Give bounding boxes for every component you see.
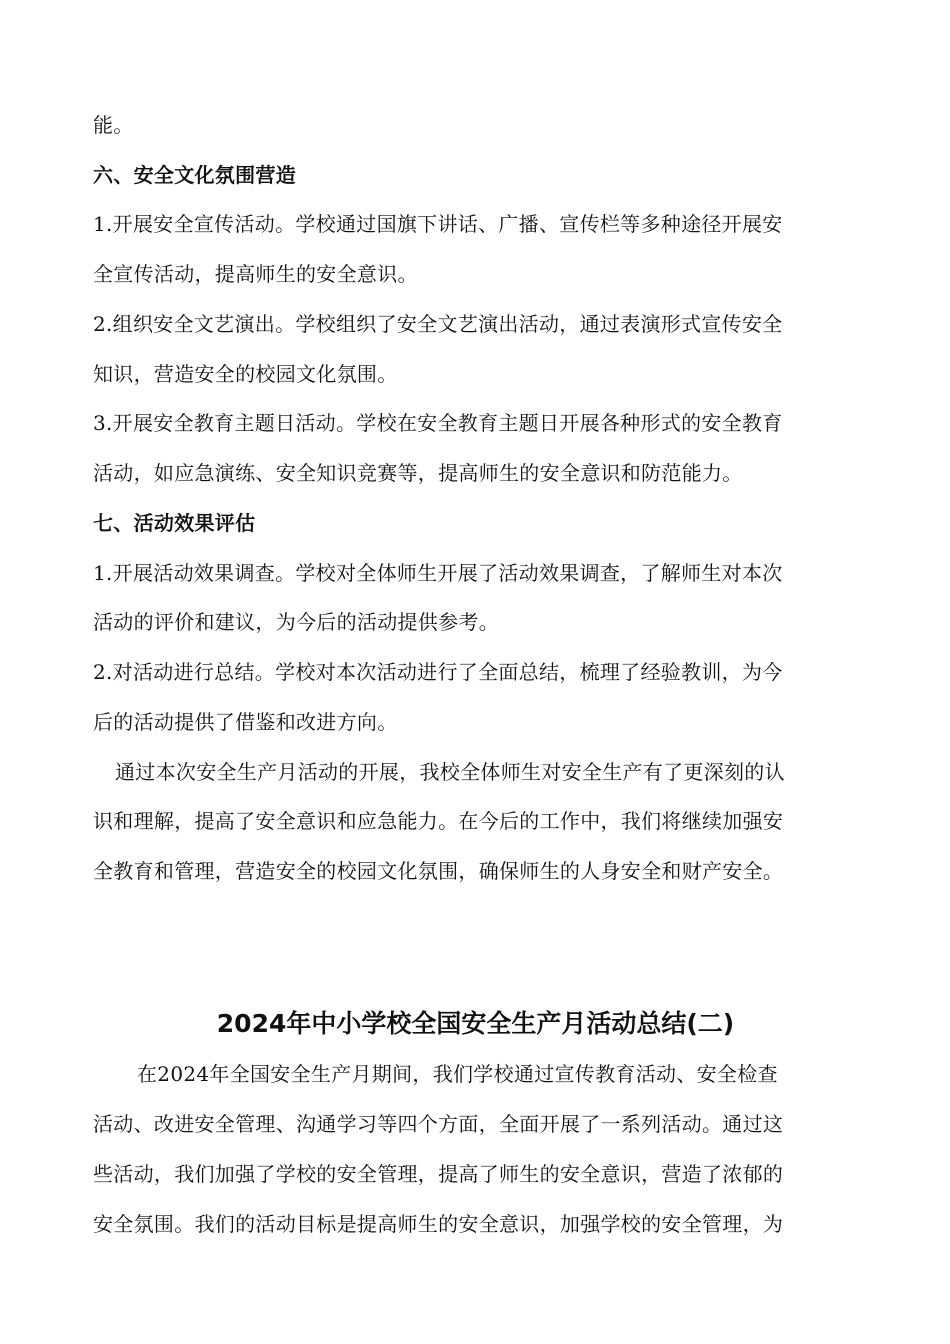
text-line: 1.开展安全宣传活动。学校通过国旗下讲话、广播、宣传栏等多种途径开展安 (93, 212, 783, 236)
text-line: 能。 (93, 113, 134, 137)
text-line: 些活动，我们加强了学校的安全管理，提高了师生的安全意识，营造了浓郁的 (93, 1162, 784, 1186)
text-line: 活动的评价和建议，为今后的活动提供参考。 (93, 610, 499, 634)
text-line: 3.开展安全教育主题日活动。学校在安全教育主题日开展各种形式的安全教育 (93, 411, 783, 435)
text-line: 2.对活动进行总结。学校对本次活动进行了全面总结，梳理了经验教训，为今 (93, 660, 783, 684)
text-line: 知识，营造安全的校园文化氛围。 (93, 362, 398, 386)
document-title: 2024年中小学校全国安全生产月活动总结(二) (216, 1009, 735, 1038)
text-line: 全教育和管理，营造安全的校园文化氛围，确保师生的人身安全和财产安全。 (93, 859, 784, 883)
section-heading: 七、活动效果评估 (93, 511, 256, 535)
text-line: 后的活动提供了借鉴和改进方向。 (93, 710, 398, 734)
text-line: 2.组织安全文艺演出。学校组织了安全文艺演出活动，通过表演形式宣传安全 (93, 312, 783, 336)
section-heading: 六、安全文化氛围营造 (93, 163, 296, 187)
text-line: 活动，如应急演练、安全知识竞赛等，提高师生的安全意识和防范能力。 (93, 461, 743, 485)
text-line: 1.开展活动效果调查。学校对全体师生开展了活动效果调查，了解师生对本次 (93, 561, 783, 585)
text-line: 识和理解，提高了安全意识和应急能力。在今后的工作中，我们将继续加强安 (93, 809, 784, 833)
text-line: 通过本次安全生产月活动的开展，我校全体师生对安全生产有了更深刻的认 (115, 760, 785, 784)
text-line: 安全氛围。我们的活动目标是提高师生的安全意识，加强学校的安全管理，为 (93, 1212, 784, 1236)
text-line: 全宣传活动，提高师生的安全意识。 (93, 262, 418, 286)
text-line: 在2024年全国安全生产月期间，我们学校通过宣传教育活动、安全检查 (137, 1062, 778, 1086)
text-line: 活动、改进安全管理、沟通学习等四个方面，全面开展了一系列活动。通过这 (93, 1112, 784, 1136)
